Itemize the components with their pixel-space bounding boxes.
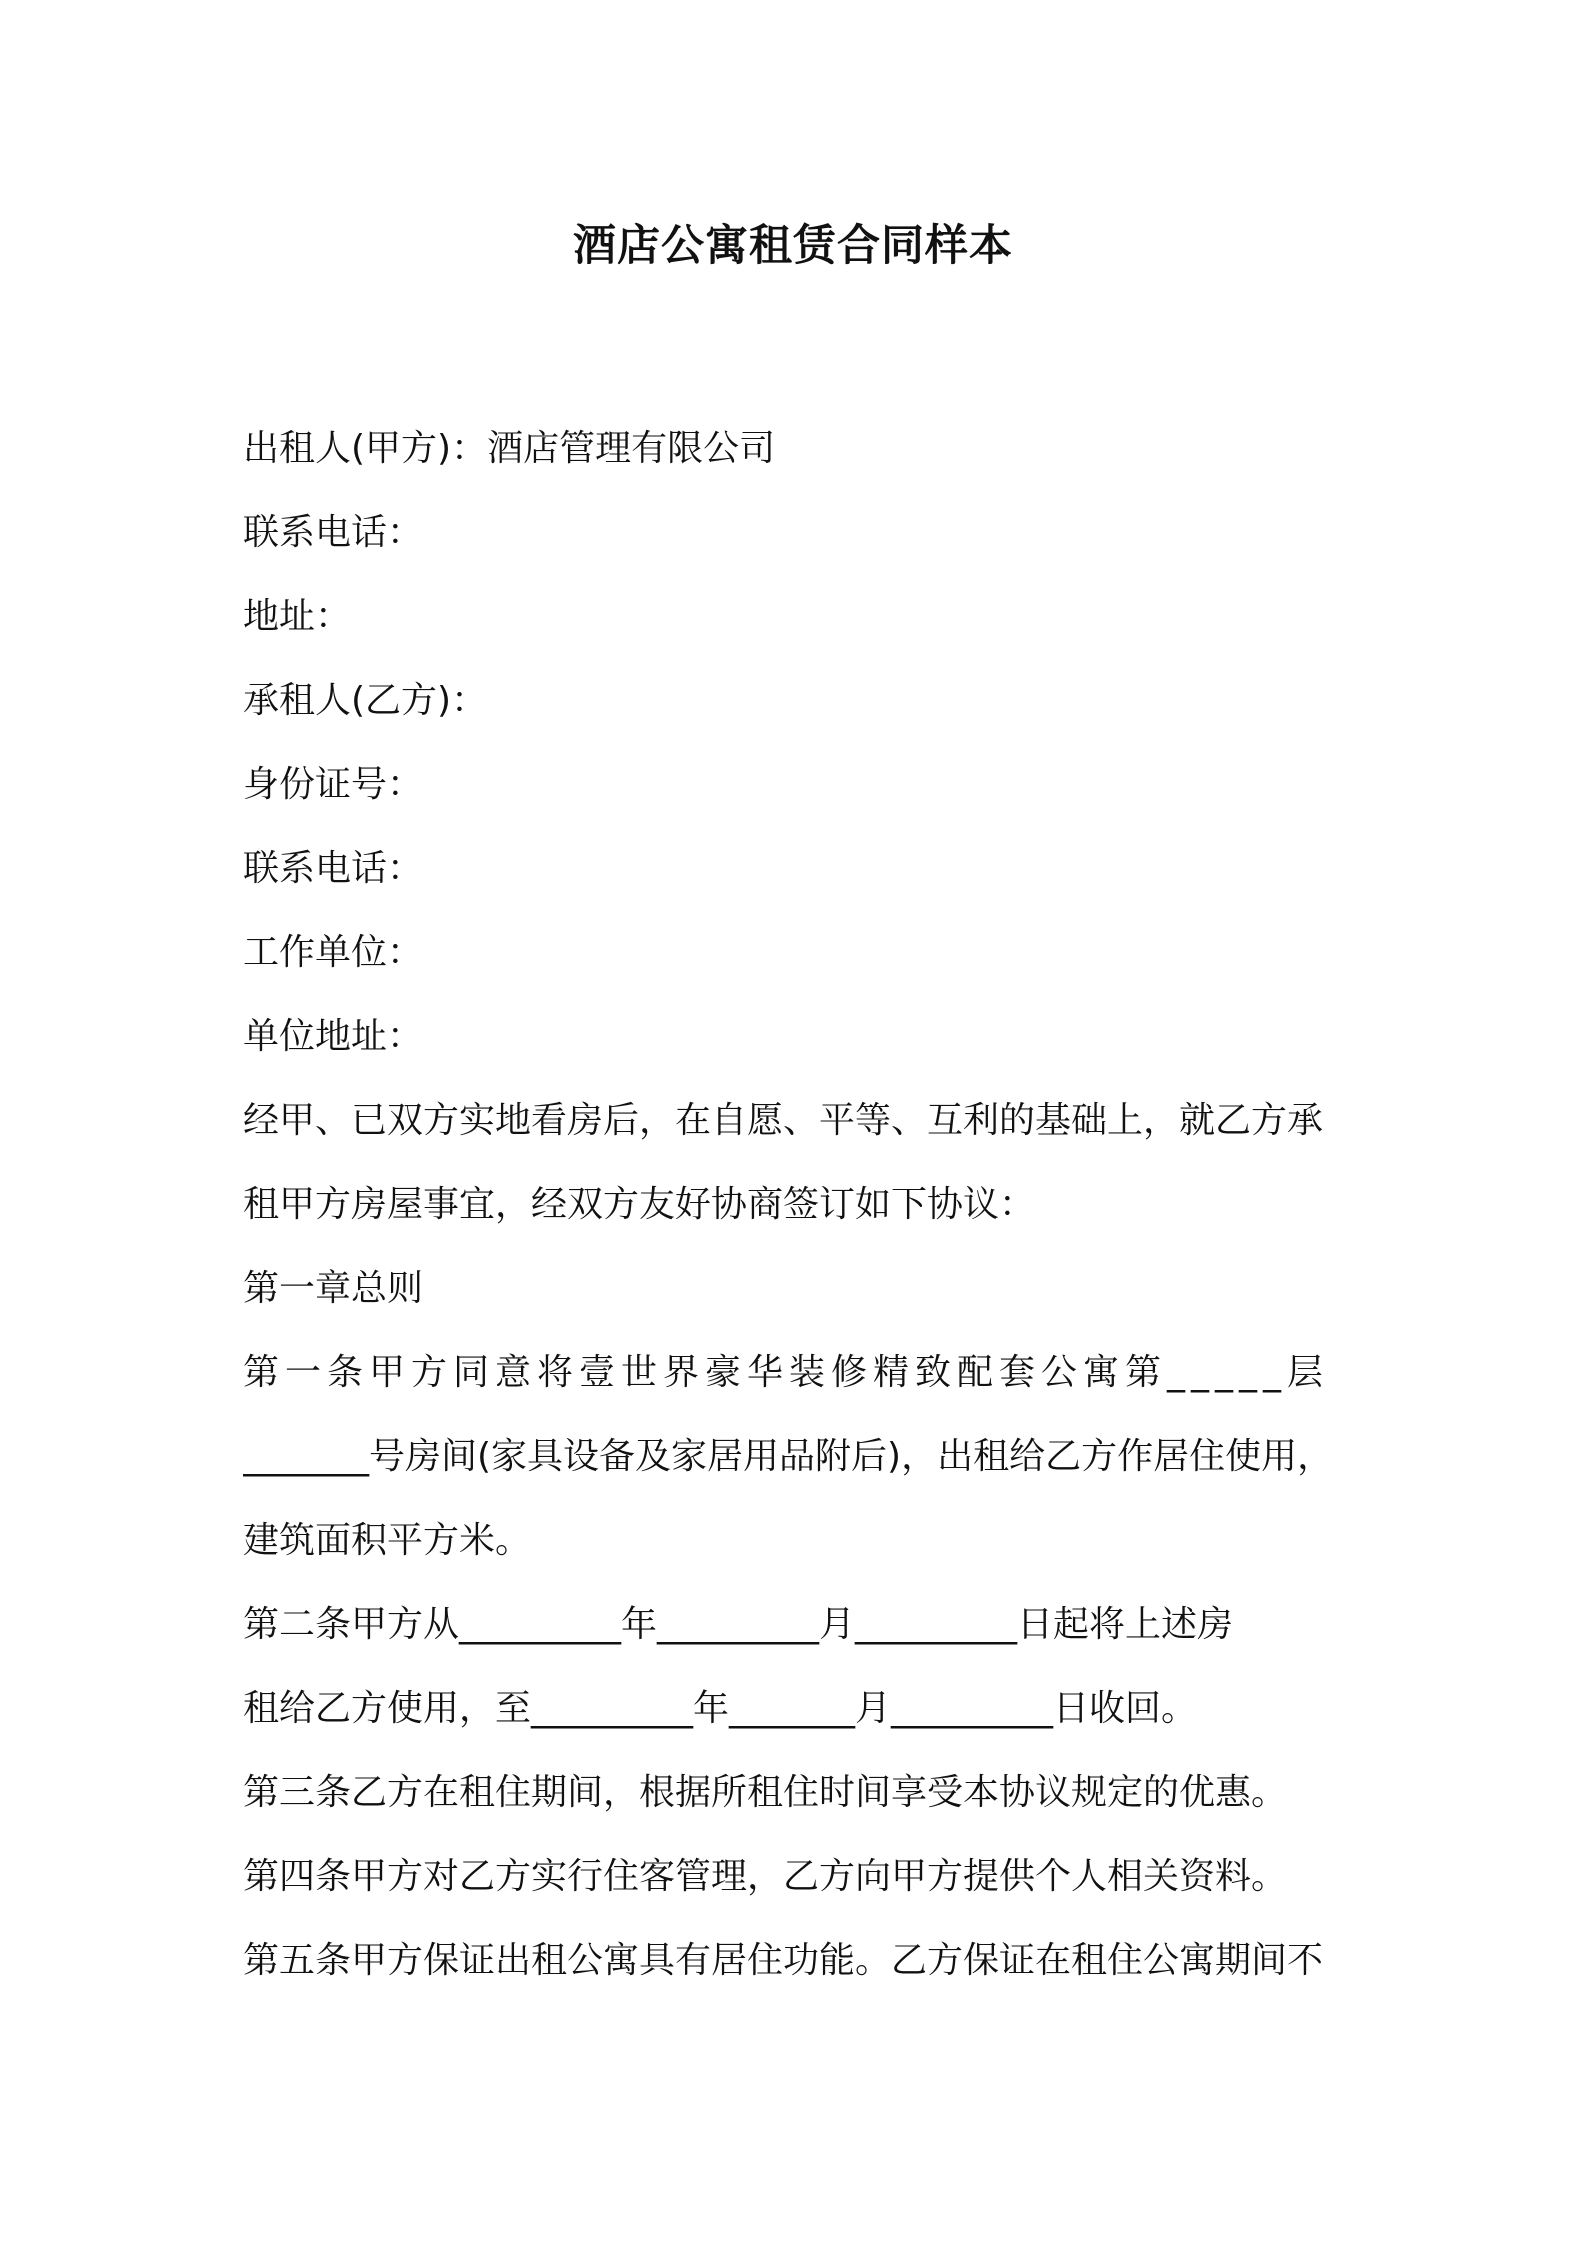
document-body <box>243 407 1383 2003</box>
article-3-line: 第三条乙方在租住期间，根据所租住时间享受本协议规定的优惠。 <box>243 1772 1288 1813</box>
chapter-heading: 第一章总则 <box>243 1268 424 1309</box>
lessee-id-line: 身份证号： <box>243 764 424 805</box>
article-5-line: 第五条甲方保证出租公寓具有居住功能。乙方保证在租住公寓期间不 <box>243 1940 1324 1981</box>
lessor-line: 出租人(甲方)：酒店管理有限公司 <box>243 428 776 469</box>
lessor-address-line: 地址： <box>243 596 352 637</box>
article-1-line-2: _______号房间(家具设备及家居用品附后)，出租给乙方作居住使用， <box>243 1436 1334 1477</box>
article-1-line-3: 建筑面积平方米。 <box>243 1520 532 1561</box>
preamble-line-1: 经甲、已双方实地看房后，在自愿、平等、互利的基础上，就乙方承 <box>243 1100 1324 1141</box>
lessee-phone-line: 联系电话： <box>243 848 424 889</box>
preamble-line-2: 租甲方房屋事宜，经双方友好协商签订如下协议： <box>243 1184 1036 1225</box>
article-1-line-1: 第一条甲方同意将壹世界豪华装修精致配套公寓第_____层 <box>243 1352 1330 1393</box>
article-4-line: 第四条甲方对乙方实行住客管理，乙方向甲方提供个人相关资料。 <box>243 1856 1288 1897</box>
lessor-phone-line: 联系电话： <box>243 512 424 553</box>
article-2-line-2: 租给乙方使用，至_________年_______月_________日收回。 <box>243 1688 1198 1729</box>
lessee-employer-line: 工作单位： <box>243 932 424 973</box>
article-2-line-1: 第二条甲方从_________年_________月_________日起将上述房 <box>243 1604 1234 1645</box>
document-title: 酒店公寓租赁合同样本 <box>573 221 1013 271</box>
lessee-line: 承租人(乙方)： <box>243 680 488 721</box>
lessee-employer-address-line: 单位地址： <box>243 1016 424 1057</box>
